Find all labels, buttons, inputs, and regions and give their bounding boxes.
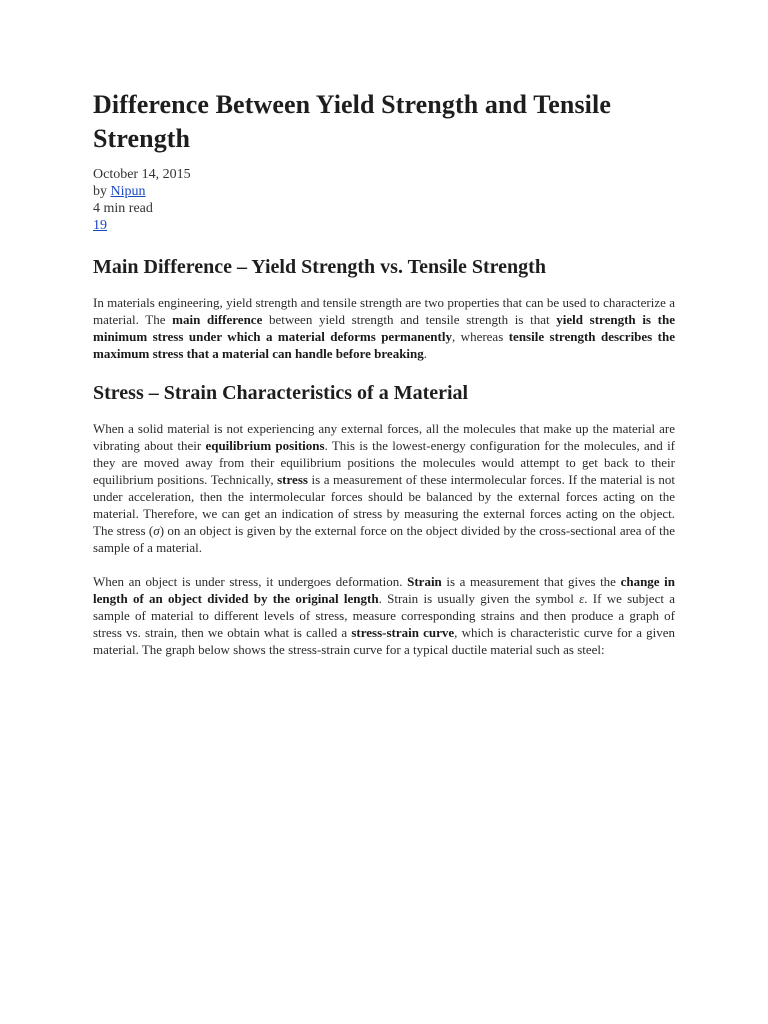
sigma-symbol: σ (153, 523, 160, 538)
bold-text: tensile strength describes the maximum stress that a material can handle before breaking (93, 329, 676, 361)
epsilon-symbol: ε (579, 591, 585, 606)
bold-text: stress-strain curve (351, 625, 455, 640)
comments-count-link[interactable]: 19 (93, 218, 107, 233)
text-run: , whereas (451, 329, 509, 344)
text-run: When an object is under stress, it undergoes deformation. (93, 574, 408, 589)
article-meta (93, 166, 675, 234)
text-run: . Strain is usually given the symbol (378, 591, 580, 606)
bold-text: change in length of an object divided by the original length (93, 574, 676, 606)
text-run: is a measurement of these intermolecular forces. If the material is not under acceleration, then the intermolecular forces should be balanced by the external forces acting on the material. Therefore, we can get an indication of stress by measuring the external forces acting on the object. The stress ( (93, 472, 675, 538)
bold-text: equilibrium positions (205, 438, 325, 453)
text-run: , which is characteristic curve for a given material. The graph below shows the stress-strain curve for a typical ductile material such as steel: (93, 625, 676, 657)
article (93, 88, 675, 658)
text-run: . This is the lowest-energy configuration for the molecules, and if they are moved away from their equilibrium positions the molecules would attempt to get back to their equilibrium positions. Technically, (93, 438, 676, 487)
bold-text: Strain (407, 574, 442, 589)
paragraph-main-difference (93, 294, 675, 362)
text-run: . If we subject a sample of material to different levels of stress, measure corresponding strains and then produce a graph of stress vs. strain, then we obtain what is called a (93, 591, 675, 640)
bold-text: main difference (172, 312, 263, 327)
paragraph-stress (93, 420, 675, 556)
paragraph-strain (93, 573, 675, 658)
author-link[interactable]: Nipun (110, 184, 146, 199)
section-heading-main-difference: Main Difference – Yield Strength vs. Tensile Strength (93, 256, 546, 278)
text-run: . (423, 346, 428, 361)
text-run: between yield strength and tensile strength is that (262, 312, 557, 327)
bold-text: stress (277, 472, 308, 487)
text-run: In materials engineering, yield strength and tensile strength are two properties that can be used to characterize a material. The (93, 295, 675, 327)
section-heading-stress-strain: Stress – Strain Characteristics of a Material (93, 382, 469, 404)
text-run: ) on an object is given by the external force on the object divided by the cross-sectional area of the sample of a material. (93, 523, 675, 555)
byline (93, 183, 675, 200)
byline-prefix: by (93, 184, 111, 199)
bold-text: yield strength is the minimum stress under which a material deforms permanently (93, 312, 675, 344)
read-time: 4 min read (93, 201, 153, 216)
text-run: is a measurement that gives the (441, 574, 621, 589)
article-title: Difference Between Yield Strength and Tensile Strength (93, 90, 611, 153)
publish-date: October 14, 2015 (93, 167, 191, 182)
text-run: When a solid material is not experiencing any external forces, all the molecules that make up the material are vibrating about their (93, 421, 675, 453)
